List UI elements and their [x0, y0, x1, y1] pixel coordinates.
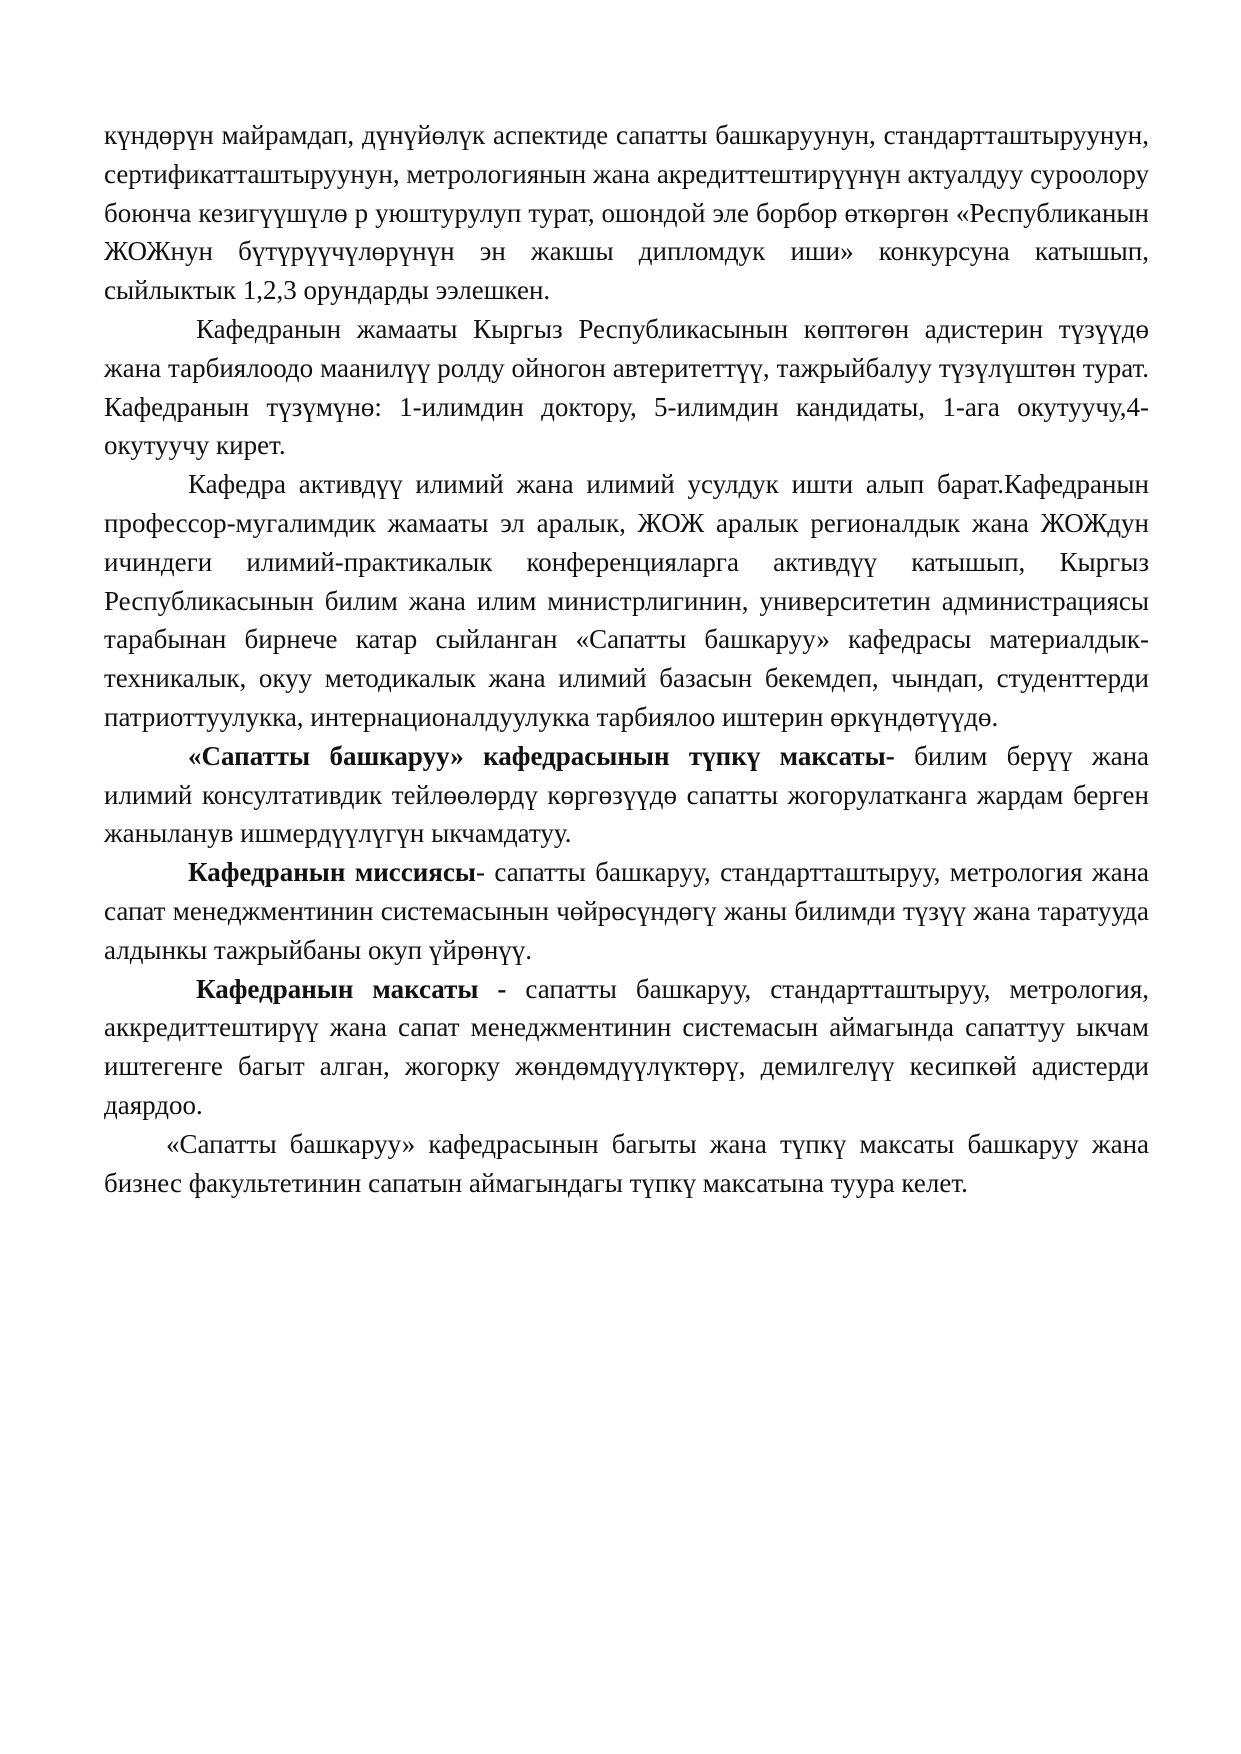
paragraph-department-aim: [104, 970, 1149, 1125]
paragraph-department-staff: [104, 310, 1149, 465]
paragraph-text: - сапатты башкаруу, стандартташтыруу, метрология жана сапат менеджментинин системасынын чөйрөсүндөгү жаны билимди түзүү жана таратууда алдынкы тажрыйбаны окуп үйрөнүү.: [104, 857, 1149, 965]
paragraph-bold-lead: Кафедранын максаты -: [196, 973, 507, 1004]
paragraph-text: Кафедранын жамааты Кыргыз Республикасынын көптөгөн адистерин түзүүдө жана тарбиялоодо маанилүү ролду ойногон автеритеттүү, тажрыйбалуу түзүлүштөн турат. Кафедранын түзүмүнө: 1-илимдин доктору, 5-илимдин кандидаты, 1-ага окутуучу,4-окутуучу кирет.: [104, 313, 1149, 461]
paragraph-department-mission: [104, 853, 1149, 969]
paragraph-department-goal: [104, 737, 1149, 853]
paragraph-bold-lead: Кафедранын миссиясы: [188, 857, 476, 888]
paragraph-text: күндөрүн майрамдап, дүнүйөлүк аспектиде сапатты башкаруунун, стандартташтыруунун, сертификатташтыруунун, метрологиянын жана акредиттештирүүнүн актуалдуу суроолору боюнча кезигүүшүлө р уюштурулуп турат, ошондой эле борбор өткөргөн «Республиканын ЖОЖнун бүтүрүүчүлөрүнүн эн жакшы дипломдук иши» конкурсуна катышып, сыйлыктык 1,2,3 орундарды ээлешкен.: [104, 120, 1149, 306]
paragraph-text: билим берүү жана илимий консултативдик тейлөөлөрдү көргөзүүдө сапатты жогорулатканга жардам берген жаныланув ишмердүүлүгүн ыкчамдатуу.: [104, 740, 1149, 849]
paragraph-intro-continuation: [104, 116, 1149, 310]
paragraph-text: Кафедра активдүү илимий жана илимий усулдук ишти алып барат.Кафедранын профессор-мугалимдик жамааты эл аралык, ЖОЖ аралык регионалдык жана ЖОЖдун ичиндеги илимий-практикалык конференцияларга активдүү катышып, Кыргыз Республикасынын билим жана илим министрлигинин, университетин администрациясы тарабынан бирнече катар сыйланган «Сапатты башкаруу» кафедрасы материалдык-техникалык, окуу методикалык жана илимий базасын бекемдеп, чындап, студенттерди патриоттуулукка, интернационалдуулукка тарбиялоо иштерин өркүндөтүүдө.: [104, 469, 1149, 732]
paragraph-bold-lead: «Сапатты башкаруу» кафедрасынын түпкү максаты-: [188, 740, 895, 771]
paragraph-department-direction: [104, 1125, 1149, 1203]
paragraph-text: сапатты башкаруу, стандартташтыруу, метрология, аккредиттештирүү жана сапат менеджментинин системасын аймагында сапаттуу ыкчам иштегенге багыт алган, жогорку жөндөмдүүлүктөрү, демилгелүү кесипкөй адистерди даярдоо.: [104, 973, 1149, 1120]
paragraph-text: «Сапатты башкаруу» кафедрасынын багыты жана түпкү максаты башкаруу жана бизнес факультетинин сапатын аймагындагы түпкү максатына туура келет.: [104, 1128, 1149, 1198]
paragraph-department-activity: [104, 465, 1149, 737]
document-body: [104, 116, 1149, 1202]
